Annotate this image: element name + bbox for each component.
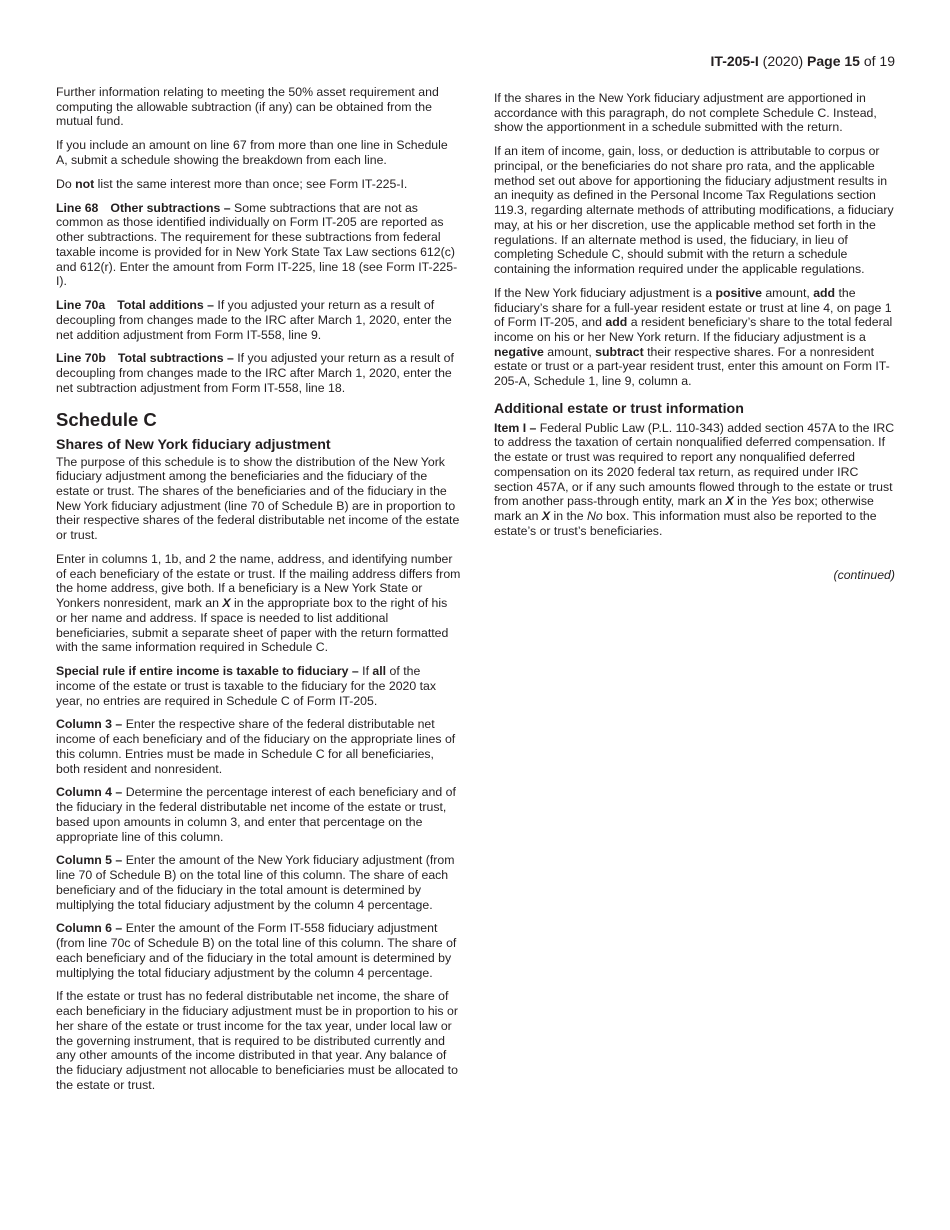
left-column (56, 85, 461, 1102)
column6-paragraph: Column 6 – Enter the amount of the Form IT-558 fiduciary adjustment (from line 70c of Schedule B) on the total line of this column. The share of each beneficiary and of the fiduciary in the total amount is determined by multiplying the total fiduciary adjustment by the column 4 percentage. (56, 921, 457, 980)
item-i-paragraph: Item I – Federal Public Law (P.L. 110-343) added section 457A to the IRC to address the taxation of certain nonqualified deferred compensation. If the estate or trust was required to report any nonqualified deferred compensation on its 2020 federal tax return, as required under IRC section 457A, or if any such amounts flowed through to the estate or trust from another pass-through entity, mark an X in the Yes box; otherwise mark an X in the No box. This information must also be reported to the estate’s or trust’s beneficiaries. (494, 420, 895, 538)
column4-paragraph: Column 4 – Determine the percentage interest of each beneficiary and of the fiduciary in the federal distributable net income of the estate or trust, based upon amounts in column 3, and enter that percentage on the appropriate line of this column. (56, 785, 456, 844)
line68-title: Other subtractions – (110, 200, 231, 215)
purpose-paragraph: The purpose of this schedule is to show the distribution of the New York fiduciary adjustment among the beneficiaries and the fiduciary of the estate or trust. The shares of the beneficiaries and of the fiduciary in the New York fiduciary adjustment (line 70 of Schedule B) are in proportion to their respective shares of the federal distributable net income of the estate or trust. (56, 454, 460, 543)
schedule-c-heading: Schedule C (56, 408, 157, 430)
continued-label: (continued) (833, 568, 895, 583)
apportioned-paragraph: If the shares in the New York fiduciary adjustment are apportioned in accordance with this paragraph, do not complete Schedule C. Instead, show the apportionment in a schedule submitted with the return. (494, 91, 877, 135)
mutual-fund-paragraph: Further information relating to meeting the 50% asset requirement and computing the allowable subtraction (if any) can be obtained from the mutual fund. (56, 85, 439, 129)
line70b-title: Total subtractions – (117, 351, 234, 366)
no-dni-paragraph: If the estate or trust has no federal distributable net income, the share of each beneficiary in the fiduciary adjustment must be in proportion to his or her share of the estate or trust income for the tax year, under local law or the governing instrument, that is required to be distributed currently and any other amounts of the income distributed in that year. Any balance of the fiduciary adjustment not allocable to beneficiaries must be allocated to the estate or trust. (56, 989, 458, 1092)
additional-info-heading: Additional estate or trust information (494, 400, 744, 417)
special-rule-paragraph: Special rule if entire income is taxable to fiduciary – If all of the income of the estate or trust is taxable to the fiduciary for the 2020 tax year, no entries are required in Schedule C of Form IT-205. (56, 664, 437, 708)
column3-paragraph: Column 3 – Enter the respective share of the federal distributable net income of each beneficiary and of the fiduciary on the appropriate lines of this column. Entries must be made in Schedule C for all beneficiaries, both resident and nonresident. (56, 717, 456, 776)
special-rule-title: Special rule if entire income is taxable to fiduciary – (56, 664, 359, 679)
line70b-label: Line 70b (56, 351, 106, 366)
form-number: IT-205-I (710, 53, 759, 69)
line67-paragraph: If you include an amount on line 67 from more than one line in Schedule A, submit a schedule showing the breakdown from each line. (56, 138, 448, 167)
shares-heading: Shares of New York fiduciary adjustment (56, 436, 331, 453)
item-i-title: Item I – (494, 420, 537, 435)
columns-paragraph: Enter in columns 1, 1b, and 2 the name, address, and identifying number of each beneficiary of the estate or trust. If the mailing address differs from the home address, give both. If a beneficiary is a New York State or Yonkers nonresident, mark an X in the appropriate box to the right of his or her name and address. If space is needed to list additional beneficiaries, submit a separate sheet of paper with the return formatted with the same information required in Schedule C. (56, 552, 461, 655)
line68-paragraph: Line 68 Other subtractions – Some subtractions that are not as common as those identified individually on Form IT-205 are reported as other subtractions. The requirement for these subtractions from federal taxable income is provided for in New York State Tax Law sections 612(c) and 612(r). Enter the amount from Form IT-225, line 18 (see Form IT-225-I). (56, 200, 458, 289)
interest-paragraph: Do not list the same interest more than once; see Form IT-225-I. (56, 176, 408, 191)
positive-negative-paragraph: If the New York fiduciary adjustment is a positive amount, add the fiduciary’s share for a full-year resident estate or trust at line 4, on page 1 of Form IT-205, and add a resident beneficiary’s share to the total federal income on his or her New York return. If the fiduciary adjustment is a negative amount, subtract their respective shares. For a nonresident estate or trust or a part-year resident trust, enter this amount on Form IT-205-A, Schedule 1, line 9, column a. (494, 285, 893, 389)
page-total: of 19 (859, 53, 895, 69)
column5-paragraph: Column 5 – Enter the amount of the New York fiduciary adjustment (from line 70 of Schedule B) on the total line of this column. The share of each beneficiary and of the fiduciary in the total amount is determined by multiplying the total fiduciary adjustment by the column 4 percentage. (56, 853, 455, 912)
page-header (711, 53, 895, 70)
corpus-paragraph: If an item of income, gain, loss, or deduction is attributable to corpus or principal, or the beneficiaries do not share pro rata, and the applicable method set out above for apportioning the fiduciary adjustment results in an inequity as defined in the Personal Income Tax Regulations section 119.3, regarding alternate methods of attributing modifications, a fiduciary may, at his or her discretion, use the applicable method set forth in the regulations. If an alternate method is used, the fiduciary, in lieu of completing Schedule C, should submit with the return a schedule containing the information required under the applicable regulations. (494, 144, 894, 276)
line70a-paragraph: Line 70a Total additions – If you adjusted your return as a result of decoupling from changes made to the IRC after March 1, 2020, enter the net addition adjustment from Form IT-558, line 9. (56, 298, 452, 342)
line68-label: Line 68 (56, 200, 99, 215)
right-column (494, 91, 895, 583)
form-year: (2020) (758, 53, 808, 69)
line70b-paragraph: Line 70b Total subtractions – If you adjusted your return as a result of decoupling from changes made to the IRC after March 1, 2020, enter the net subtraction adjustment from Form IT-558, line 18. (56, 351, 454, 395)
line70a-label: Line 70a (56, 298, 106, 313)
line70a-title: Total additions – (117, 298, 215, 313)
page-number: Page 15 (807, 53, 860, 69)
